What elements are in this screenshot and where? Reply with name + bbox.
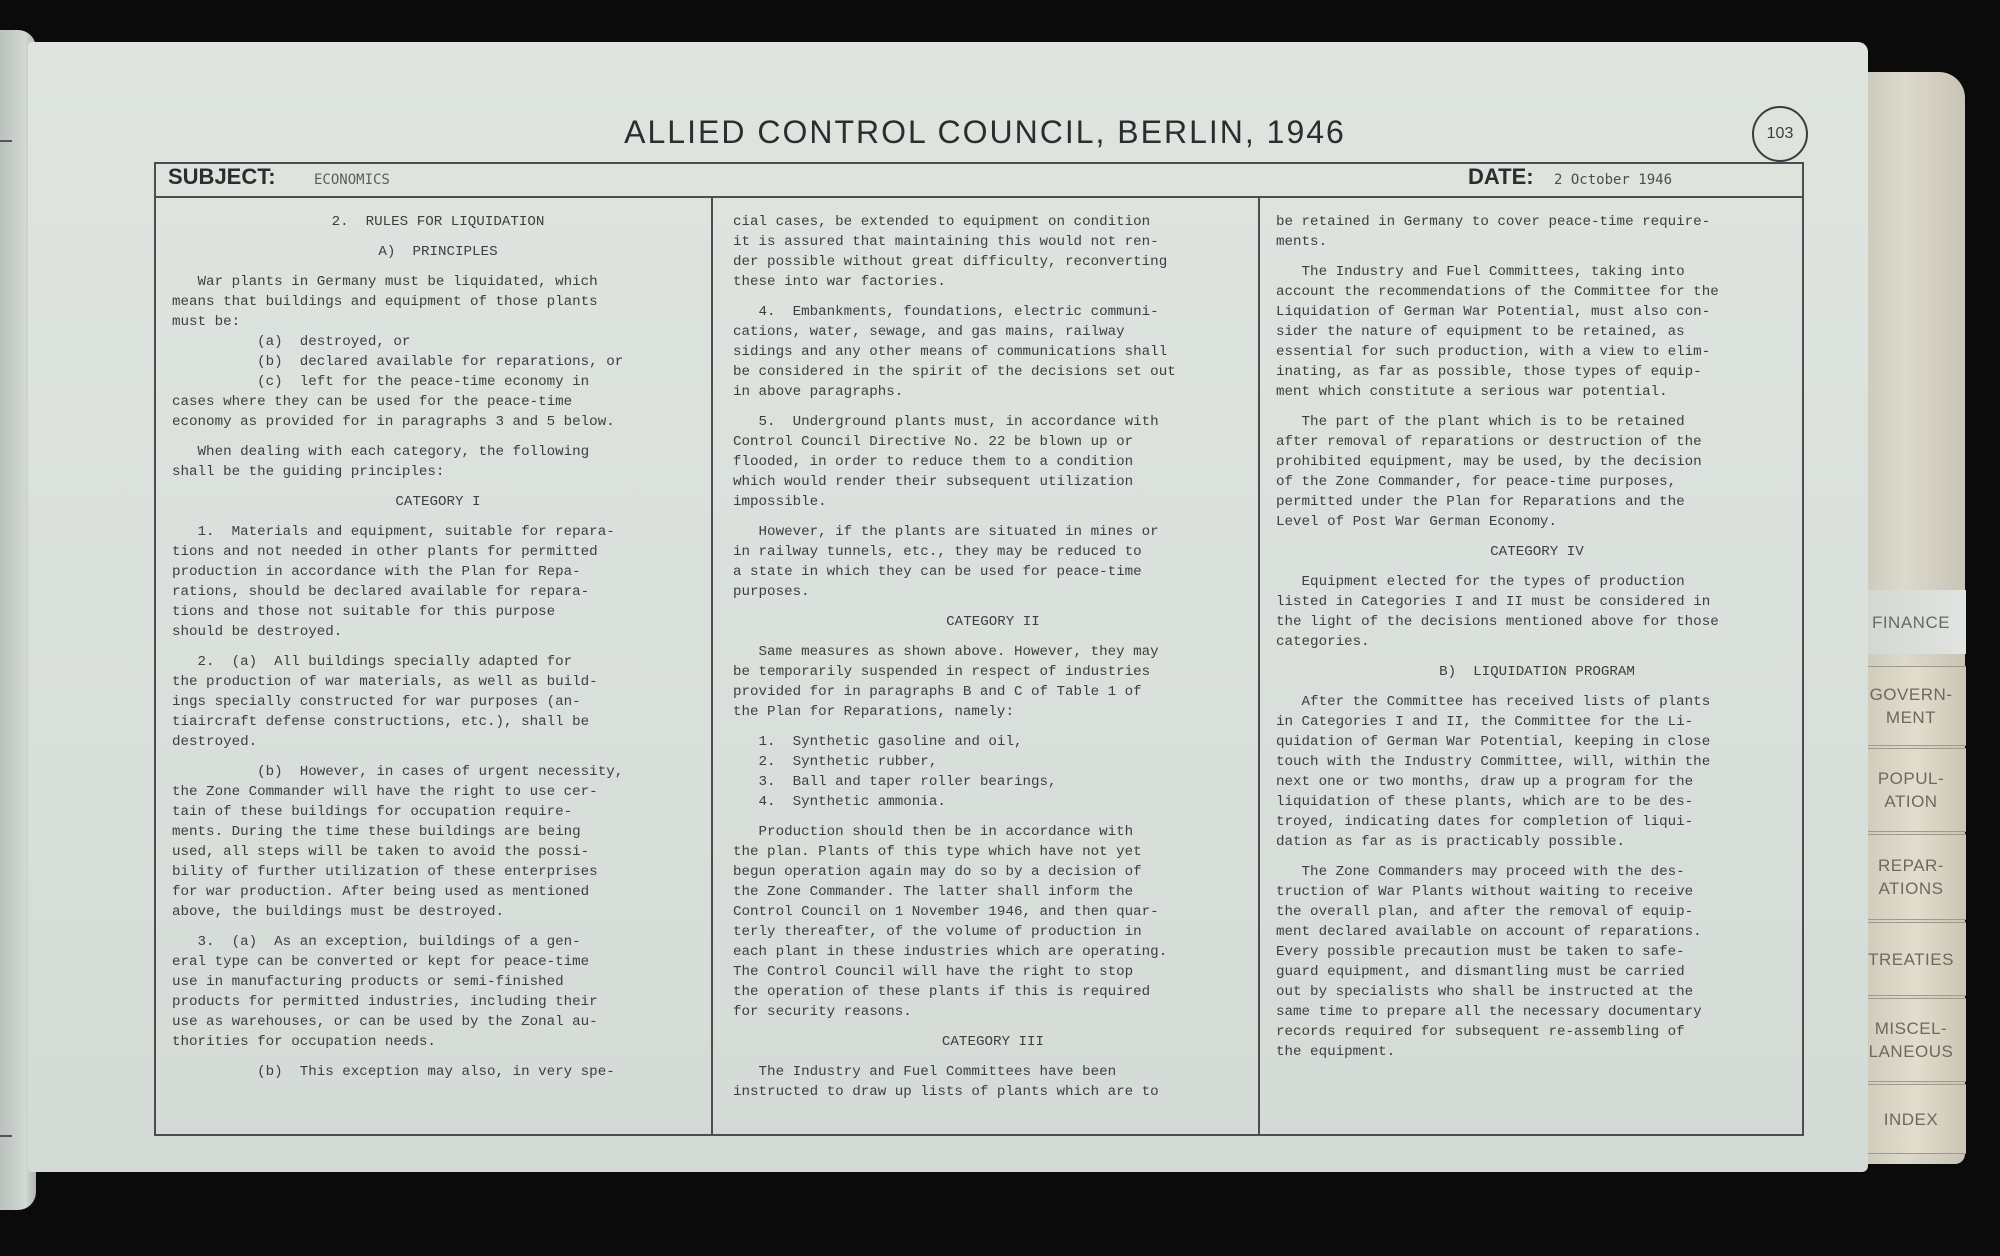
- section-heading: CATEGORY II: [946, 614, 1040, 630]
- page-number: 103: [1752, 106, 1808, 162]
- tab-government[interactable]: GOVERN- MENT: [1856, 666, 1966, 746]
- paragraph: The Industry and Fuel Committees, taking into account the recommendations of the Committee for the Liquidation of German War Potential, must also con- sider the nature of equipment to be retained, as essential for such production, with a view to elim- inating, as far as possible, those types of equip- ment which constitute a serious war potential.: [1276, 264, 1719, 400]
- paragraph: The Industry and Fuel Committees have been instructed to draw up lists of plants which are to: [733, 1064, 1159, 1100]
- paragraph: cial cases, be extended to equipment on condition it is assured that maintaining this would not ren- der possible without great difficulty, reconverting these into war factories.: [733, 214, 1168, 290]
- tab-treaties[interactable]: TREATIES: [1856, 922, 1966, 996]
- subject-row: [154, 162, 1804, 198]
- subject-label: SUBJECT:: [168, 164, 276, 189]
- tab-miscellaneous[interactable]: MISCEL- LANEOUS: [1856, 998, 1966, 1082]
- date-value: 2 October 1946: [1554, 172, 1673, 188]
- text-column-3: [1276, 212, 1798, 1122]
- section-heading: CATEGORY IV: [1490, 544, 1584, 560]
- paragraph: Equipment elected for the types of production listed in Categories I and II must be considered in the light of the decisions mentioned above for those categories.: [1276, 574, 1719, 650]
- paragraph: be retained in Germany to cover peace-time require- ments.: [1276, 214, 1711, 250]
- paragraph: However, if the plants are situated in mines or in railway tunnels, etc., they may be reduced to a state in which they can be used for peace-time purposes.: [733, 524, 1159, 600]
- column-divider: [1258, 198, 1260, 1136]
- left-page-rule: [0, 140, 12, 142]
- column-divider: [711, 198, 713, 1136]
- section-heading: 2. RULES FOR LIQUIDATION: [331, 214, 545, 230]
- paragraph: (b) However, in cases of urgent necessity, the Zone Commander will have the right to use cer- tain of these buildings for occupation require- ments. During the time these buildings are being used, all steps will be taken to avoid the possi- bility of further utilization of these enterprises for war production. After being used as mentioned above, the buildings must be destroyed.: [172, 764, 624, 920]
- page-title: ALLIED CONTROL COUNCIL, BERLIN, 1946: [624, 114, 1346, 150]
- paragraph: 5. Underground plants must, in accordance with Control Council Directive No. 22 be blown up or flooded, in order to reduce them to a condition which would render their subsequent utilization impossible.: [733, 414, 1159, 510]
- paragraph: 4. Embankments, foundations, electric communi- cations, water, sewage, and gas mains, railway sidings and any other means of communications shall be considered in the spirit of the decisions set out in above paragraphs.: [733, 304, 1176, 400]
- section-heading: B) LIQUIDATION PROGRAM: [1439, 664, 1635, 680]
- text-column-2: [733, 212, 1253, 1122]
- paragraph: The Zone Commanders may proceed with the des- truction of War Plants without waiting to receive the overall plan, and after the removal of equip- ment declared available on account of reparations. Every possible precaution must be taken to safe- guard equipment, and dismantling must be carried out by specialists who shall be instructed at the same time to prepare all the necessary documentary records required for subsequent re-assembling of the equipment.: [1276, 864, 1702, 1060]
- subject-value: ECONOMICS: [314, 172, 390, 188]
- section-heading: CATEGORY I: [395, 494, 481, 510]
- paragraph: 2. (a) All buildings specially adapted for the production of war materials, as well as build- ings specially constructed for war purposes (an- tiaircraft defense constructions, etc.), shall be destroyed.: [172, 654, 598, 750]
- tab-finance[interactable]: FINANCE: [1856, 590, 1966, 654]
- section-heading: CATEGORY III: [941, 1034, 1045, 1050]
- paragraph: The part of the plant which is to be retained after removal of reparations or destruction of the prohibited equipment, may be used, by the decision of the Zone Commander, for peace-time purposes, permitted under the Plan for Reparations and the Level of Post War German Economy.: [1276, 414, 1702, 530]
- tab-reparations[interactable]: REPAR- ATIONS: [1856, 834, 1966, 920]
- tab-index[interactable]: INDEX: [1856, 1084, 1966, 1154]
- date-label: DATE:: [1468, 164, 1534, 189]
- left-page-rule: [0, 1135, 12, 1137]
- text-column-1: [172, 212, 704, 1122]
- paragraph: Same measures as shown above. However, they may be temporarily suspended in respect of industries provided for in paragraphs B and C of Table 1 of the Plan for Reparations, namely:: [733, 644, 1159, 720]
- tab-population[interactable]: POPUL- ATION: [1856, 748, 1966, 832]
- section-heading: A) PRINCIPLES: [378, 244, 498, 260]
- paragraph: War plants in Germany must be liquidated, which means that buildings and equipment of those plants must be: (a) destroyed, or (b) declared available for reparations, or (c) left for the peace-time economy in cases where they can be used for the peace-time economy as provided for in paragraphs 3 and 5 below.: [172, 274, 624, 430]
- paragraph: When dealing with each category, the following shall be the guiding principles:: [172, 444, 590, 480]
- paragraph: Production should then be in accordance with the plan. Plants of this type which have not yet begun operation again may do so by a decision of the Zone Commander. The latter shall inform the Control Council on 1 November 1946, and then quar- terly thereafter, of the volume of production in each plant in these industries which are operating. The Control Council will have the right to stop the operation of these plants if this is required for security reasons.: [733, 824, 1168, 1020]
- paragraph: (b) This exception may also, in very spe-: [172, 1064, 615, 1080]
- paragraph: After the Committee has received lists of plants in Categories I and II, the Committee for the Li- quidation of German War Potential, keeping in close touch with the Industry Committee, will, within the next one or two months, draw up a program for the liquidation of these plants, which are to be des- troyed, indicating dates for completion of liqui- dation as far as is practicably possible.: [1276, 694, 1711, 850]
- paragraph: 3. (a) As an exception, buildings of a gen- eral type can be converted or kept for peace-time use in manufacturing products or semi-finished products for permitted industries, including their use as warehouses, or can be used by the Zonal au- thorities for occupation needs.: [172, 934, 598, 1050]
- paragraph: 1. Materials and equipment, suitable for repara- tions and not needed in other plants for permitted production in accordance with the Plan for Repa- rations, should be declared available for repara- tions and those not suitable for this purpose should be destroyed.: [172, 524, 615, 640]
- paragraph: 1. Synthetic gasoline and oil, 2. Synthetic rubber, 3. Ball and taper roller bearings, 4. Synthetic ammonia.: [758, 734, 1057, 810]
